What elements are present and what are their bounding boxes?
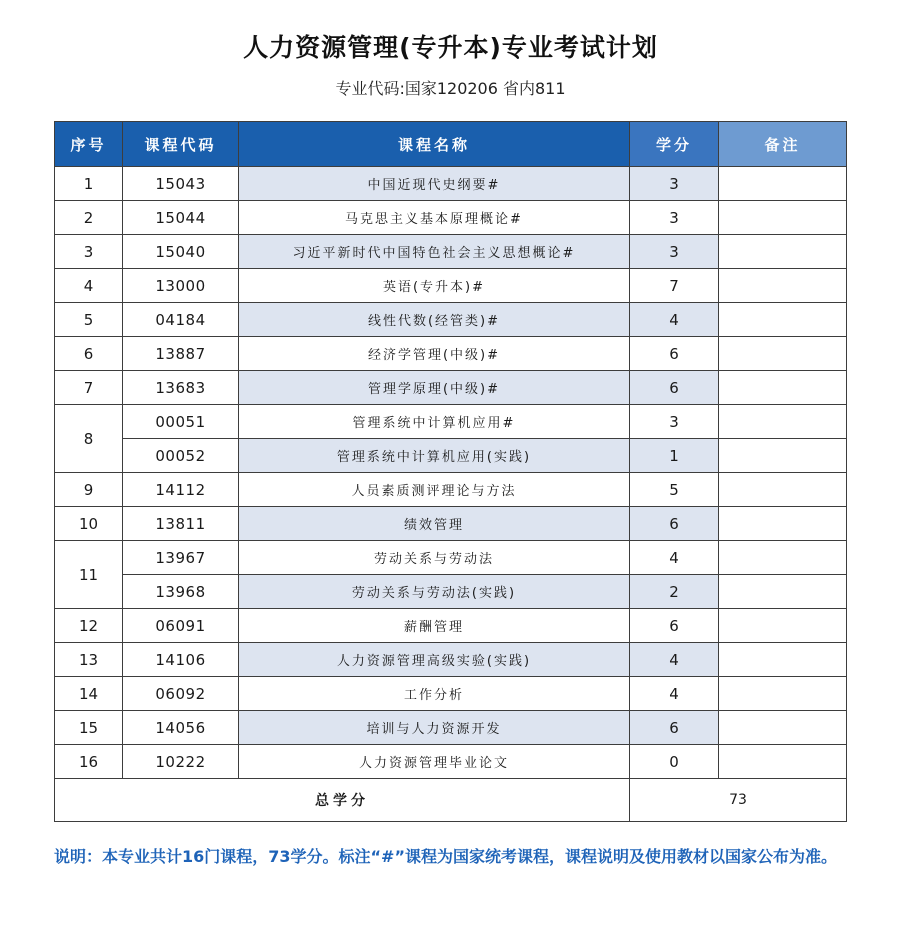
cell-no: 7 xyxy=(55,371,123,405)
cell-credit: 7 xyxy=(630,269,719,303)
cell-code: 14056 xyxy=(123,711,239,745)
cell-code: 15044 xyxy=(123,201,239,235)
total-label: 总学分 xyxy=(55,779,630,822)
cell-name: 中国近现代史纲要# xyxy=(239,167,630,201)
cell-no: 12 xyxy=(55,609,123,643)
cell-code: 00052 xyxy=(123,439,239,473)
cell-no: 4 xyxy=(55,269,123,303)
cell-no: 9 xyxy=(55,473,123,507)
cell-name: 绩效管理 xyxy=(239,507,630,541)
cell-note xyxy=(719,677,847,711)
cell-note xyxy=(719,371,847,405)
table-row xyxy=(55,167,847,201)
cell-credit: 6 xyxy=(630,609,719,643)
table-row xyxy=(55,745,847,779)
cell-code: 15040 xyxy=(123,235,239,269)
cell-name: 管理学原理(中级)# xyxy=(239,371,630,405)
table-row xyxy=(55,405,847,439)
cell-name: 习近平新时代中国特色社会主义思想概论# xyxy=(239,235,630,269)
cell-code: 13811 xyxy=(123,507,239,541)
cell-code: 00051 xyxy=(123,405,239,439)
total-row xyxy=(55,779,847,822)
header-no: 序号 xyxy=(55,122,123,167)
cell-name: 培训与人力资源开发 xyxy=(239,711,630,745)
cell-note xyxy=(719,303,847,337)
cell-code: 14112 xyxy=(123,473,239,507)
cell-no: 13 xyxy=(55,643,123,677)
cell-credit: 6 xyxy=(630,711,719,745)
exam-plan-table xyxy=(54,121,847,822)
cell-name: 马克思主义基本原理概论# xyxy=(239,201,630,235)
cell-code: 06091 xyxy=(123,609,239,643)
cell-note xyxy=(719,745,847,779)
cell-credit: 4 xyxy=(630,677,719,711)
cell-note xyxy=(719,439,847,473)
cell-name: 工作分析 xyxy=(239,677,630,711)
table-row xyxy=(55,235,847,269)
cell-credit: 5 xyxy=(630,473,719,507)
cell-no: 16 xyxy=(55,745,123,779)
cell-code: 14106 xyxy=(123,643,239,677)
cell-note xyxy=(719,711,847,745)
table-row xyxy=(55,201,847,235)
cell-note xyxy=(719,235,847,269)
cell-credit: 6 xyxy=(630,507,719,541)
cell-note xyxy=(719,643,847,677)
cell-note xyxy=(719,269,847,303)
cell-name: 人力资源管理毕业论文 xyxy=(239,745,630,779)
header-code: 课程代码 xyxy=(123,122,239,167)
cell-name: 人力资源管理高级实验(实践) xyxy=(239,643,630,677)
table-row xyxy=(55,473,847,507)
cell-note xyxy=(719,575,847,609)
cell-no: 8 xyxy=(55,405,123,473)
cell-code: 13683 xyxy=(123,371,239,405)
cell-credit: 4 xyxy=(630,643,719,677)
cell-credit: 3 xyxy=(630,405,719,439)
cell-credit: 4 xyxy=(630,541,719,575)
table-header-row xyxy=(55,122,847,167)
header-note: 备注 xyxy=(719,122,847,167)
cell-no: 6 xyxy=(55,337,123,371)
cell-credit: 3 xyxy=(630,235,719,269)
cell-note xyxy=(719,405,847,439)
cell-no: 10 xyxy=(55,507,123,541)
cell-name: 劳动关系与劳动法 xyxy=(239,541,630,575)
cell-note xyxy=(719,473,847,507)
table-row xyxy=(55,439,847,473)
cell-credit: 6 xyxy=(630,337,719,371)
table-row xyxy=(55,507,847,541)
cell-code: 04184 xyxy=(123,303,239,337)
cell-no: 5 xyxy=(55,303,123,337)
cell-credit: 6 xyxy=(630,371,719,405)
cell-name: 劳动关系与劳动法(实践) xyxy=(239,575,630,609)
cell-no: 1 xyxy=(55,167,123,201)
cell-no: 15 xyxy=(55,711,123,745)
cell-credit: 1 xyxy=(630,439,719,473)
header-name: 课程名称 xyxy=(239,122,630,167)
table-row xyxy=(55,609,847,643)
cell-note xyxy=(719,541,847,575)
table-row xyxy=(55,711,847,745)
cell-name: 管理系统中计算机应用# xyxy=(239,405,630,439)
cell-code: 13967 xyxy=(123,541,239,575)
cell-credit: 4 xyxy=(630,303,719,337)
cell-credit: 3 xyxy=(630,167,719,201)
table-row xyxy=(55,541,847,575)
cell-name: 经济学管理(中级)# xyxy=(239,337,630,371)
total-value: 73 xyxy=(630,779,847,822)
cell-name: 人员素质测评理论与方法 xyxy=(239,473,630,507)
cell-code: 06092 xyxy=(123,677,239,711)
cell-no: 3 xyxy=(55,235,123,269)
table-row xyxy=(55,303,847,337)
cell-code: 10222 xyxy=(123,745,239,779)
cell-name: 薪酬管理 xyxy=(239,609,630,643)
cell-no: 11 xyxy=(55,541,123,609)
cell-note xyxy=(719,201,847,235)
header-credit: 学分 xyxy=(630,122,719,167)
cell-note xyxy=(719,507,847,541)
cell-name: 管理系统中计算机应用(实践) xyxy=(239,439,630,473)
cell-note xyxy=(719,167,847,201)
cell-code: 13000 xyxy=(123,269,239,303)
explanation-note: 说明：本专业共计16门课程，73学分。标注“#”课程为国家统考课程，课程说明及使用教材以国家公布为准。 xyxy=(54,847,837,866)
cell-no: 2 xyxy=(55,201,123,235)
table-row xyxy=(55,643,847,677)
cell-code: 13968 xyxy=(123,575,239,609)
table-row xyxy=(55,337,847,371)
cell-code: 13887 xyxy=(123,337,239,371)
cell-name: 线性代数(经管类)# xyxy=(239,303,630,337)
table-row xyxy=(55,575,847,609)
cell-credit: 0 xyxy=(630,745,719,779)
table-row xyxy=(55,371,847,405)
cell-note xyxy=(719,337,847,371)
major-code-subtitle: 专业代码:国家120206 省内811 xyxy=(335,79,566,98)
table-row xyxy=(55,269,847,303)
cell-credit: 3 xyxy=(630,201,719,235)
cell-no: 14 xyxy=(55,677,123,711)
cell-name: 英语(专升本)# xyxy=(239,269,630,303)
cell-note xyxy=(719,609,847,643)
page-title: 人力资源管理(专升本)专业考试计划 xyxy=(243,33,658,62)
cell-code: 15043 xyxy=(123,167,239,201)
table-body xyxy=(55,167,847,822)
table-row xyxy=(55,677,847,711)
cell-credit: 2 xyxy=(630,575,719,609)
